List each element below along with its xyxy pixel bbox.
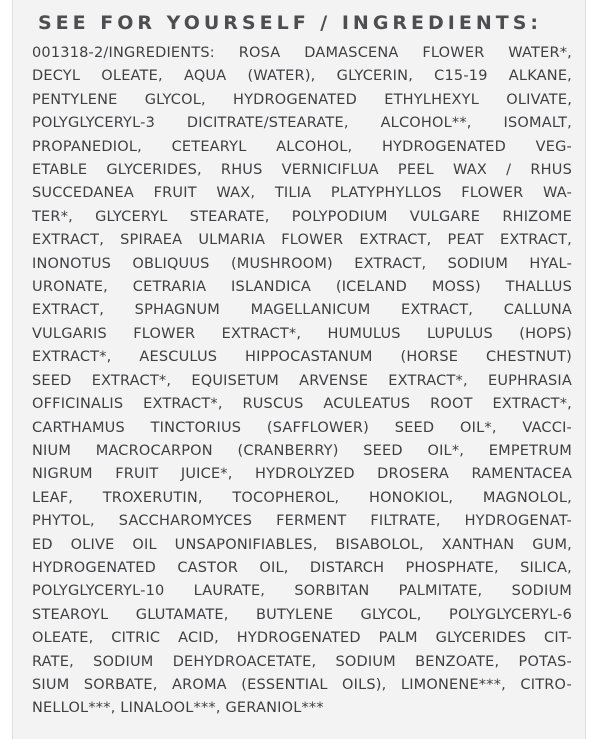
ingredient-line: SIUM SORBATE, AROMA (ESSENTIAL OILS), LIMONENE***, CITRO-: [32, 676, 572, 693]
ingredient-line: OLEATE, CITRIC ACID, HYDROGENATED PALM GLYCERIDES CIT-: [32, 630, 572, 647]
ingredient-line: HYDROGENATED CASTOR OIL, DISTARCH PHOSPHATE, SILICA,: [32, 559, 572, 576]
ingredient-line: EXTRACT*, AESCULUS HIPPOCASTANUM (HORSE CHESTNUT): [32, 349, 572, 366]
ingredient-line: LEAF, TROXERUTIN, TOCOPHEROL, HONOKIOL, MAGNOLOL,: [32, 489, 572, 506]
ingredient-line: CARTHAMUS TINCTORIUS (SAFFLOWER) SEED OIL*, VACCI-: [32, 419, 572, 436]
ingredients-list: [32, 42, 572, 721]
ingredient-line: SEED EXTRACT*, EQUISETUM ARVENSE EXTRACT*, EUPHRASIA: [32, 372, 572, 389]
ingredient-line: VULGARIS FLOWER EXTRACT*, HUMULUS LUPULUS (HOPS): [32, 325, 572, 342]
ingredient-line: PENTYLENE GLYCOL, HYDROGENATED ETHYLHEXYL OLIVATE,: [32, 91, 572, 108]
ingredient-line: ETABLE GLYCERIDES, RHUS VERNICIFLUA PEEL WAX / RHUS: [32, 162, 572, 179]
ingredient-line: OFFICINALIS EXTRACT*, RUSCUS ACULEATUS ROOT EXTRACT*,: [32, 396, 572, 413]
ingredient-line: EXTRACT, SPHAGNUM MAGELLANICUM EXTRACT, CALLUNA: [32, 302, 572, 319]
ingredient-line: POLYGLYCERYL-10 LAURATE, SORBITAN PALMITATE, SODIUM: [32, 583, 572, 600]
ingredient-line: NIGRUM FRUIT JUICE*, HYDROLYZED DROSERA RAMENTACEA: [32, 466, 572, 483]
ingredient-line: ED OLIVE OIL UNSAPONIFIABLES, BISABOLOL, XANTHAN GUM,: [32, 536, 572, 553]
ingredient-line: DECYL OLEATE, AQUA (WATER), GLYCERIN, C15-19 ALKANE,: [32, 68, 572, 85]
ingredient-line: 001318-2/INGREDIENTS: ROSA DAMASCENA FLOWER WATER*,: [32, 45, 572, 61]
ingredient-line: EXTRACT, SPIRAEA ULMARIA FLOWER EXTRACT, PEAT EXTRACT,: [32, 232, 572, 249]
ingredient-line: SUCCEDANEA FRUIT WAX, TILIA PLATYPHYLLOS FLOWER WA-: [32, 185, 572, 202]
ingredient-line: NELLOL***, LINALOOL***, GERANIOL***: [32, 700, 324, 717]
section-heading: SEE FOR YOURSELF / INGREDIENTS:: [38, 12, 542, 34]
ingredient-line: RATE, SODIUM DEHYDROACETATE, SODIUM BENZOATE, POTAS-: [32, 653, 572, 670]
ingredient-line: STEAROYL GLUTAMATE, BUTYLENE GLYCOL, POLYGLYCERYL-6: [32, 606, 572, 623]
ingredient-line: PROPANEDIOL, CETEARYL ALCOHOL, HYDROGENATED VEG-: [32, 138, 572, 155]
ingredient-line: TER*, GLYCERYL STEARATE, POLYPODIUM VULGARE RHIZOME: [32, 208, 572, 225]
ingredient-line: URONATE, CETRARIA ISLANDICA (ICELAND MOSS) THALLUS: [32, 279, 572, 296]
ingredient-line: PHYTOL, SACCHAROMYCES FERMENT FILTRATE, HYDROGENAT-: [32, 513, 572, 530]
ingredient-line: INONOTUS OBLIQUUS (MUSHROOM) EXTRACT, SODIUM HYAL-: [32, 255, 572, 272]
ingredient-line: POLYGLYCERYL-3 DICITRATE/STEARATE, ALCOHOL**, ISOMALT,: [32, 115, 572, 132]
ingredient-line: NIUM MACROCARPON (CRANBERRY) SEED OIL*, EMPETRUM: [32, 442, 572, 459]
